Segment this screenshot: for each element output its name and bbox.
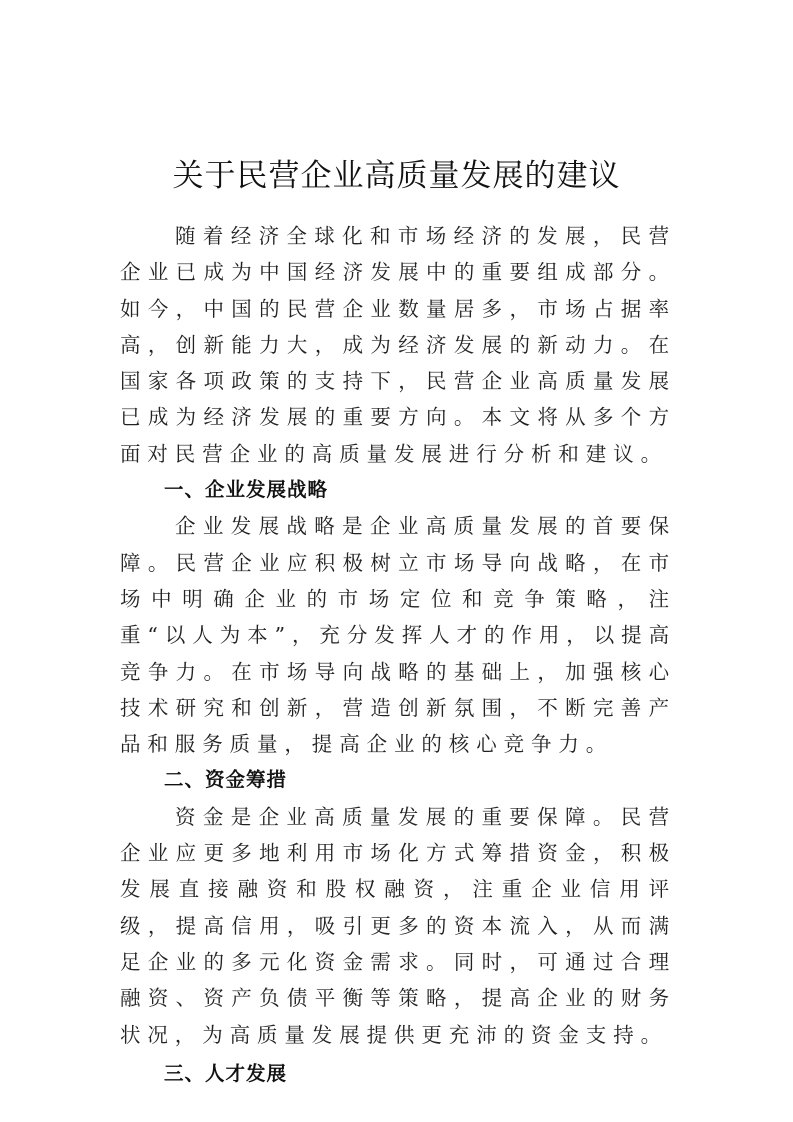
section-heading-funding: 二、资金筹措 xyxy=(164,768,288,792)
section-heading-strategy: 一、企业发展战略 xyxy=(164,478,329,502)
section-body-funding: 资金是企业高质量发展的重要保障。民营企业应更多地利用市场化方式筹措资金，积极发展直接融资和股权融资，注重企业信用评级，提高信用，吸引更多的资本流入，从而满足企业的多元化资金需求。同时，可通过合理融资、资产负债平衡等策略，提高企业的财务状况，为高质量发展提供更充沛的资金支持。 xyxy=(120,804,676,1047)
section-heading-talent: 三、人才发展 xyxy=(164,1061,288,1085)
intro-paragraph: 随着经济全球化和市场经济的发展，民营企业已成为中国经济发展中的重要组成部分。如今，中国的民营企业数量居多，市场占据率高，创新能力大，成为经济发展的新动力。在国家各项政策的支持下，民营企业高质量发展已成为经济发展的重要方向。本文将从多个方面对民营企业的高质量发展进行分析和建议。 xyxy=(120,224,676,466)
section-body-strategy: 企业发展战略是企业高质量发展的首要保障。民营企业应积极树立市场导向战略，在市场中明确企业的市场定位和竞争策略，注重“以人为本”，充分发挥人才的作用，以提高竞争力。在市场导向战略的基础上，加强核心技术研究和创新，营造创新氛围，不断完善产品和服务质量，提高企业的核心竞争力。 xyxy=(120,514,676,757)
document-title: 关于民营企业高质量发展的建议 xyxy=(172,157,621,194)
document-body xyxy=(120,218,676,1092)
